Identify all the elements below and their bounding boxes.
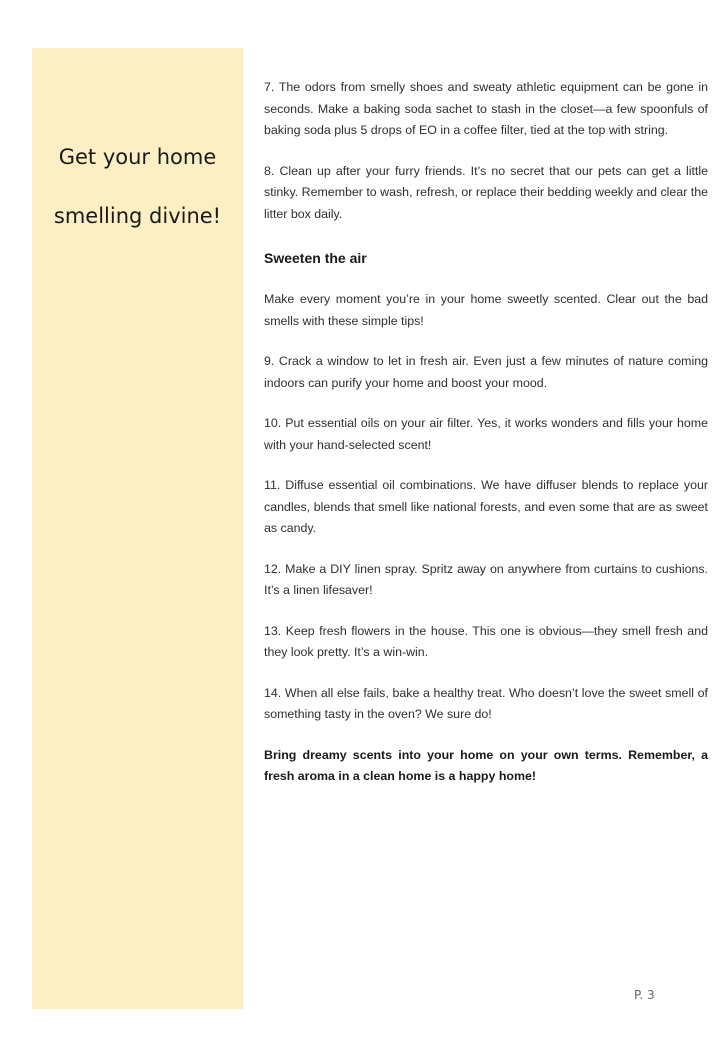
tip-9: 9. Crack a window to let in fresh air. Even just a few minutes of nature coming indoors can purify your home and boost your mood. [264, 354, 708, 390]
tip-8: 8. Clean up after your furry friends. It’s no secret that our pets can get a little stinky. Remember to wash, refresh, or replace their bedding weekly and clear the litter box daily. [264, 163, 708, 221]
sidebar-title-line-2: smelling divine! [53, 204, 222, 228]
sidebar-panel [32, 48, 243, 1009]
sidebar-title [32, 140, 243, 234]
tip-11: 11. Diffuse essential oil combinations. We have diffuser blends to replace your candles, blends that smell like national forests, and even some that are as sweet as candy. [264, 478, 708, 535]
sidebar-title-line-1: Get your home [58, 145, 217, 169]
tip-7: 7. The odors from smelly shoes and sweaty athletic equipment can be gone in seconds. Make a baking soda sachet to stash in the closet—a few spoonfuls of baking soda plus 5 drops of EO in a coffee filter, tied at the top with string. [264, 80, 708, 137]
tip-12: 12. Make a DIY linen spray. Spritz away on anywhere from curtains to cushions. It’s a linen lifesaver! [264, 561, 708, 597]
tip-14: 14. When all else fails, bake a healthy treat. Who doesn’t love the sweet smell of something tasty in the oven? We sure do! [264, 685, 708, 721]
section-heading: Sweeten the air [264, 250, 367, 266]
tip-13: 13. Keep fresh flowers in the house. This one is obvious—they smell fresh and they look pretty. It’s a win-win. [264, 623, 708, 659]
main-content [264, 77, 708, 788]
section-intro: Make every moment you’re in your home sweetly scented. Clear out the bad smells with these simple tips! [264, 292, 708, 328]
page-number: P. 3 [634, 988, 655, 1002]
tip-10: 10. Put essential oils on your air filter. Yes, it works wonders and fills your home with your hand-selected scent! [264, 416, 708, 452]
closing-statement: Bring dreamy scents into your home on your own terms. Remember, a fresh aroma in a clean home is a happy home! [264, 747, 708, 783]
